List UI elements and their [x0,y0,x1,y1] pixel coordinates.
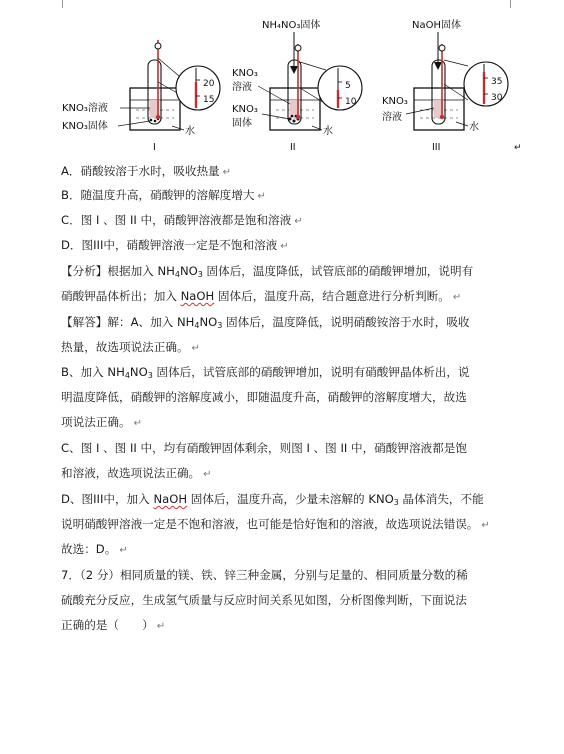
scale-3-bottom: 30 [491,93,503,103]
option-a: A．硝酸铵溶于水时，吸收热量 ↵ [61,164,232,178]
answer-choice: 故选：D。 ↵ [61,542,128,556]
figure-1-label: I [153,142,156,153]
scale-1-top: 20 [203,79,215,89]
scale-1-bottom: 15 [203,95,215,105]
question-7-line-3: 正确的是（ ） ↵ [61,618,166,632]
option-d: D．图III中，硝酸钾溶液一定是不饱和溶液 ↵ [61,238,289,252]
figure-2-label: II [290,142,296,153]
label-2-solid: 固体 [232,118,252,129]
figure-1 [62,40,220,153]
water-label-2: 水 [323,126,333,137]
scale-2-bottom: 10 [345,97,357,107]
label-1-solid: KNO₃固体 [62,121,108,132]
scale-3-top: 35 [491,77,503,87]
label-2-kno3-a: KNO₃ [232,68,258,79]
label-3-solution: 溶液 [382,112,402,123]
option-c: C．图 I 、图 II 中，硝酸钾溶液都是饱和溶液 ↵ [61,213,303,227]
question-7-line-2: 硫酸充分反应，生成氢气质量与反应时间关系见如图，分析图像判断，下面说法 [61,593,467,607]
scale-2-top: 5 [345,81,351,91]
added-solid-2: NH₄NO₃固体 [262,20,321,31]
answer-line-9: 说明硝酸钾溶液一定是不饱和溶液，也可能是恰好饱和的溶液，故选项说法错误。 ↵ [61,517,490,531]
figure-3 [382,18,508,153]
question-7-line-1: 7．（2 分）相同质量的镁、铁、锌三种金属，分别与足量的、相同质量分数的稀 [61,568,468,582]
answer-line-7: 和溶液，故选项说法正确。 ↵ [61,466,212,480]
answer-line-3: B、加入 $NH_4NO_3$ 固体后，试管底部的硝酸钾增加，说明有硝酸钾晶体析出，说 [61,365,470,380]
analysis-heading: 【分析】 [61,264,108,278]
label-2-kno3-b: KNO₃ [232,104,258,115]
label-2-solution: 溶液 [232,82,252,93]
analysis-line-1: 【分析】根据加入 $NH_4NO_3$ 固体后，温度降低，试管底部的硝酸钾增加，说明有 [61,264,474,279]
figure-2 [232,18,362,153]
figure-paragraph-mark: ↵ [514,143,522,153]
answer-line-8: D、图III中，加入 NaOH 固体后，温度升高，少量未溶解的 $KNO_3$ 晶体消失，不能 [61,492,484,507]
answer-line-1: 【解答】解：A、加入 $NH_4NO_3$ 固体后，温度降低，说明硝酸铵溶于水时，吸收 [61,315,470,330]
answer-line-4: 明温度降低，硝酸钾的溶解度减小，即随温度升高，硝酸钾的溶解度增大，故选 [61,390,467,404]
label-1-solution: KNO₃溶液 [62,103,108,114]
answer-line-6: C、图 I 、图 II 中，均有硝酸钾固体剩余，则图 I 、图 II 中，硝酸钾溶液都是饱 [61,441,467,455]
label-3-kno3: KNO₃ [382,96,408,107]
added-solid-3: NaOH固体 [412,20,461,31]
answer-line-5: 项说法正确。 ↵ [61,415,142,429]
answer-line-2: 热量，故选项说法正确。 ↵ [61,340,200,354]
option-b: B．随温度升高，硝酸钾的溶解度增大 ↵ [61,188,266,202]
water-label-1: 水 [185,126,195,137]
experiment-figure [0,0,564,160]
answer-heading: 【解答】 [61,315,108,329]
analysis-line-2: 硝酸钾晶体析出；加入 NaOH 固体后，温度升高，结合题意进行分析判断。 ↵ [61,289,462,303]
figure-3-label: III [432,142,441,153]
water-label-3: 水 [469,122,479,133]
